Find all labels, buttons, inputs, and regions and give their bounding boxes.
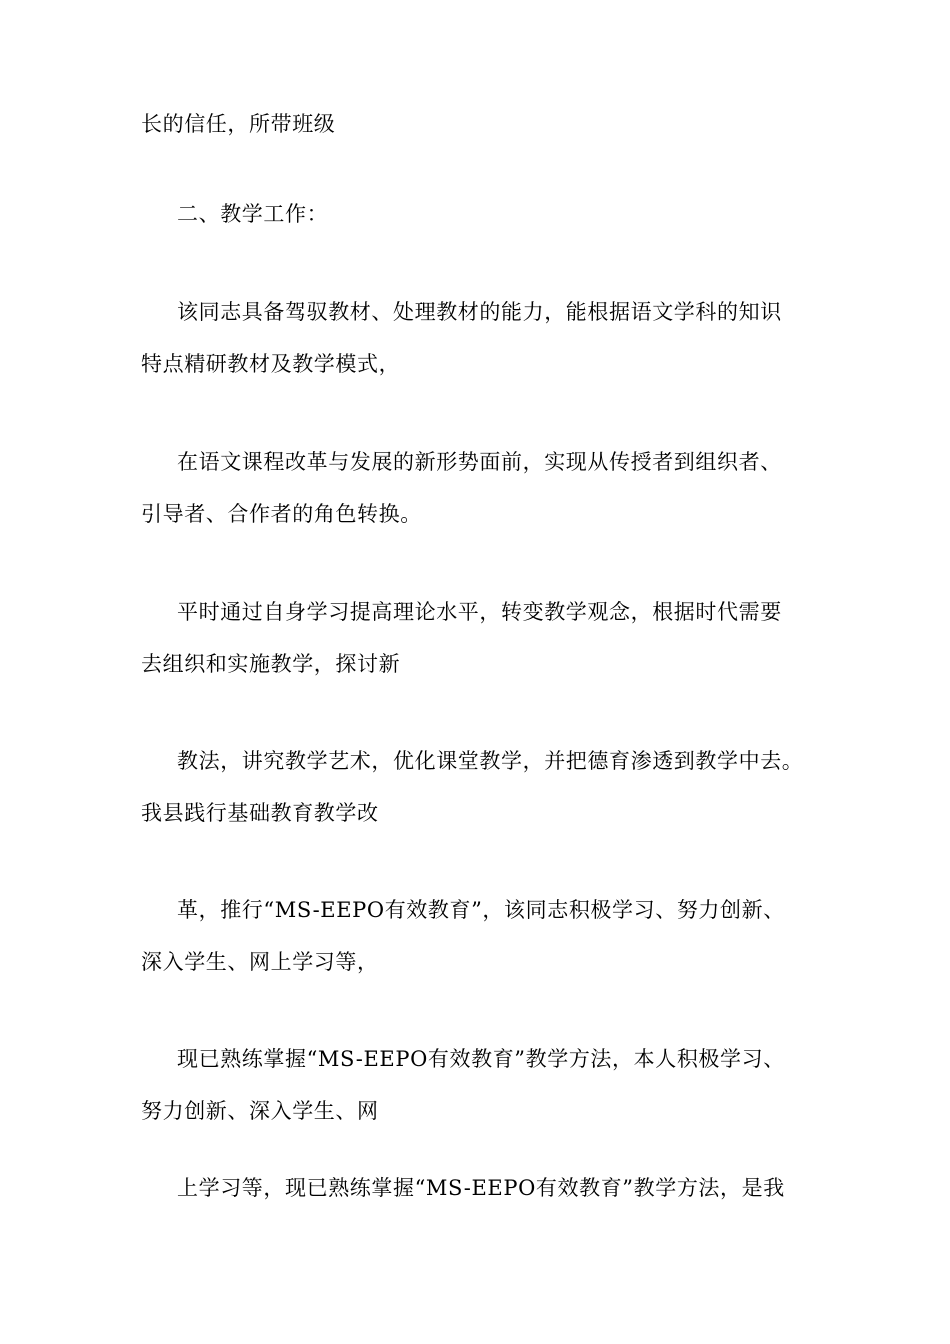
text-line: 教法，讲究教学艺术，优化课堂教学，并把德育渗透到教学中去。 [177,749,804,773]
text-line: 我县践行基础教育教学改 [141,801,379,825]
section-heading: 二、教学工作： [177,202,329,226]
text-line: 现已熟练掌握“MS-EEPO有效教育”教学方法，本人积极学习、 [177,1047,785,1071]
text-line: 上学习等，现已熟练掌握“MS-EEPO有效教育”教学方法，是我 [177,1176,785,1200]
text-line: 努力创新、深入学生、网 [141,1099,379,1123]
text-line: 在语文课程改革与发展的新形势面前，实现从传授者到组织者、 [177,450,782,474]
text-line: 引导者、合作者的角色转换。 [141,502,422,526]
text-line: 深入学生、网上学习等， [141,950,379,974]
text-line: 平时通过自身学习提高理论水平，转变教学观念，根据时代需要 [177,600,782,624]
text-line: 该同志具备驾驭教材、处理教材的能力，能根据语文学科的知识 [177,300,782,324]
text-line: 特点精研教材及教学模式， [141,352,401,376]
text-line: 去组织和实施教学，探讨新 [141,652,401,676]
text-line: 长的信任，所带班级 [141,112,336,136]
text-line: 革，推行“MS-EEPO有效教育”，该同志积极学习、努力创新、 [177,898,785,922]
